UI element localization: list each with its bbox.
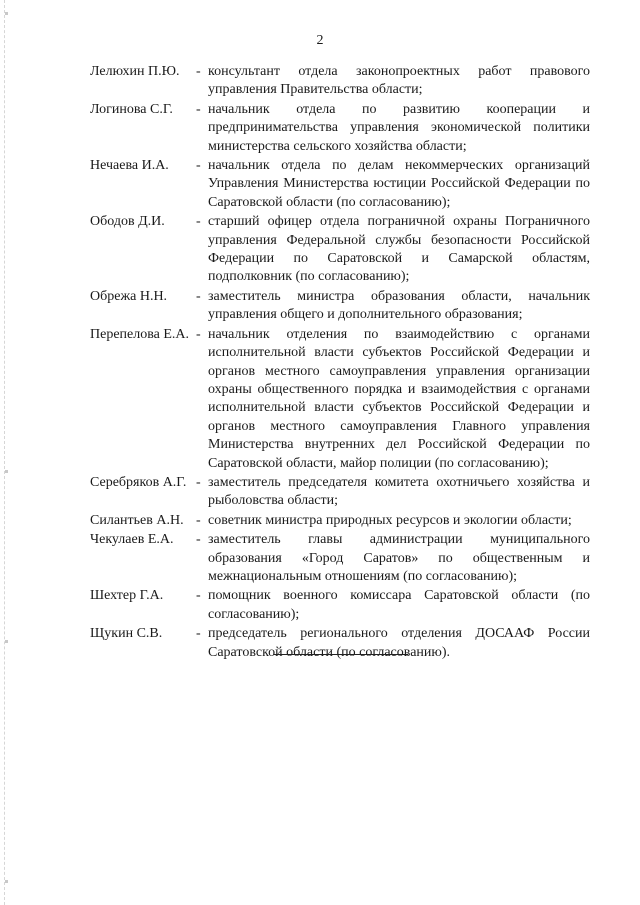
member-position: старший офицер отдела пограничной охраны Пограничного управления Федеральной службы безопасности Российской Федерации по Саратовской и Самарской областям, подполковник (по согласованию); <box>208 214 590 285</box>
member-name: Чекулаев Е.А. <box>90 532 174 548</box>
member-position: советник министра природных ресурсов и экологии области; <box>208 512 572 528</box>
member-position: заместитель главы администрации муниципального образования «Город Саратов» по общественным и межнациональным отношениям (по согласованию); <box>208 532 590 584</box>
member-name: Силантьев А.Н. <box>90 512 184 528</box>
member-name: Ободов Д.И. <box>90 214 165 230</box>
scan-artifact <box>5 470 8 473</box>
member-position: помощник военного комиссара Саратовской области (по согласованию); <box>208 588 590 622</box>
dash-separator: - <box>196 512 201 528</box>
member-name: Шехтер Г.А. <box>90 588 164 604</box>
list-item <box>90 531 590 586</box>
list-item <box>90 474 590 511</box>
scan-artifact <box>5 880 8 883</box>
scan-margin-line <box>4 0 5 905</box>
member-list <box>90 63 590 663</box>
dash-separator: - <box>196 626 201 642</box>
list-item <box>90 326 590 473</box>
list-item <box>90 63 590 100</box>
member-name: Щукин С.В. <box>90 626 163 642</box>
member-position: заместитель председателя комитета охотничьего хозяйства и рыболовства области; <box>208 474 590 509</box>
scan-artifact <box>5 640 8 643</box>
list-item <box>90 213 590 287</box>
member-position: начальник отдела по развитию кооперации и предпринимательства управления экономической политики министерства сельского хозяйства области; <box>208 101 590 154</box>
dash-separator: - <box>196 532 201 548</box>
member-name: Перепелова Е.А. <box>90 326 190 342</box>
dash-separator: - <box>196 214 201 230</box>
dash-separator: - <box>196 158 201 174</box>
member-position: заместитель министра образования области, начальник управления общего и дополнительного образования; <box>208 288 590 323</box>
list-item <box>90 512 590 530</box>
member-name: Обрежа Н.Н. <box>90 288 168 304</box>
list-item <box>90 288 590 325</box>
list-item <box>90 101 590 156</box>
member-position: консультант отдела законопроектных работ правового управления Правительства области; <box>208 64 590 98</box>
dash-separator: - <box>196 588 201 604</box>
list-item <box>90 625 590 662</box>
member-name: Нечаева И.А. <box>90 158 169 174</box>
dash-separator: - <box>196 64 201 79</box>
list-item <box>90 587 590 624</box>
member-name: Лелюхин П.Ю. <box>90 64 180 79</box>
dash-separator: - <box>196 326 201 342</box>
scan-artifact <box>5 12 8 15</box>
member-name: Логинова С.Г. <box>90 101 173 117</box>
list-item <box>90 157 590 212</box>
member-position: начальник отдела по делам некоммерческих организаций Управления Министерства юстиции Российской Федерации по Саратовской области (по согласованию); <box>208 158 590 210</box>
dash-separator: - <box>196 101 201 117</box>
dash-separator: - <box>196 474 201 490</box>
closing-rule <box>274 654 408 655</box>
page-number: 2 <box>316 33 324 48</box>
member-position: начальник отделения по взаимодействию с органами исполнительной власти субъектов Российской Федерации и органов местного самоуправления управления организации охраны общественного порядка и взаимодействия с органами исполнительной власти субъектов Российской Федерации и органов местного самоуправления Главного управления Министерства внутренних дел Российской Федерации по Саратовской области, майор полиции (по согласованию); <box>208 326 590 471</box>
member-name: Серебряков А.Г. <box>90 474 187 490</box>
dash-separator: - <box>196 288 201 304</box>
member-position: председатель регионального отделения ДОСААФ России Саратовской области (по согласованию). <box>208 626 590 660</box>
